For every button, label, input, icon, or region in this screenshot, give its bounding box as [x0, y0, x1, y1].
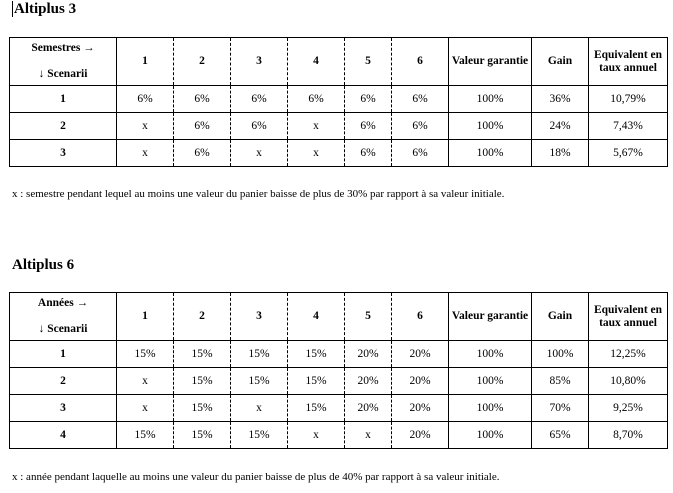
period-value-cell: 15%	[117, 341, 174, 368]
scenario-cell: 3	[10, 395, 117, 422]
period-value-cell: x	[231, 140, 288, 167]
period-value-cell: x	[117, 140, 174, 167]
equiv-cell: 8,70%	[589, 422, 668, 449]
gain-cell: 18%	[532, 140, 589, 167]
period-value-cell: 15%	[231, 341, 288, 368]
period-value-cell: 20%	[345, 368, 392, 395]
valeur-header: Valeur garantie	[449, 38, 532, 86]
period-value-cell: 6%	[345, 140, 392, 167]
header-row	[10, 293, 668, 341]
period-value-cell: 15%	[288, 368, 345, 395]
period-value-cell: 6%	[345, 113, 392, 140]
altiplus3-table	[9, 37, 668, 167]
table-row	[10, 395, 668, 422]
gain-cell: 36%	[532, 86, 589, 113]
corner-label	[10, 38, 116, 85]
gain-cell: 100%	[532, 341, 589, 368]
period-value-cell: 6%	[174, 140, 231, 167]
period-value-cell: 6%	[231, 113, 288, 140]
period-value-cell: 15%	[174, 368, 231, 395]
valeur-header: Valeur garantie	[449, 293, 532, 341]
period-value-cell: 6%	[174, 113, 231, 140]
period-value-cell: x	[117, 368, 174, 395]
period-value-cell: 15%	[174, 395, 231, 422]
scenario-cell: 3	[10, 140, 117, 167]
corner-scenario-label: ↓ Scenarii	[38, 323, 88, 335]
valeur-cell: 100%	[449, 422, 532, 449]
section1-note: x : semestre pendant lequel au moins une valeur du panier baisse de plus de 30% par rapport à sa valeur initiale.	[12, 188, 505, 200]
equiv-cell: 5,67%	[589, 140, 668, 167]
period-header: 5	[345, 38, 392, 86]
period-value-cell: 6%	[231, 86, 288, 113]
valeur-cell: 100%	[449, 395, 532, 422]
period-header: 2	[174, 293, 231, 341]
scenario-cell: 4	[10, 422, 117, 449]
period-value-cell: 6%	[392, 113, 449, 140]
period-value-cell: x	[345, 422, 392, 449]
period-header: 2	[174, 38, 231, 86]
scenario-cell: 1	[10, 86, 117, 113]
altiplus6-table	[9, 292, 668, 449]
period-value-cell: 15%	[288, 341, 345, 368]
valeur-cell: 100%	[449, 341, 532, 368]
section1-title: Altiplus 3	[14, 1, 77, 17]
table-row	[10, 140, 668, 167]
equiv-header: Equivalent en taux annuel	[589, 38, 668, 86]
equiv-cell: 7,43%	[589, 113, 668, 140]
equiv-cell: 10,79%	[589, 86, 668, 113]
corner-label	[10, 293, 116, 340]
valeur-cell: 100%	[449, 86, 532, 113]
period-value-cell: 6%	[117, 86, 174, 113]
period-value-cell: 15%	[231, 422, 288, 449]
corner-period-label: Années →	[37, 297, 89, 309]
corner-scenario-label: ↓ Scenarii	[38, 68, 88, 80]
period-value-cell: 15%	[231, 368, 288, 395]
period-value-cell: 15%	[174, 341, 231, 368]
period-header: 6	[392, 38, 449, 86]
period-value-cell: 20%	[392, 395, 449, 422]
table-row	[10, 113, 668, 140]
corner-cell	[10, 38, 117, 86]
period-value-cell: 15%	[117, 422, 174, 449]
gain-cell: 24%	[532, 113, 589, 140]
period-value-cell: 15%	[174, 422, 231, 449]
period-value-cell: 20%	[392, 368, 449, 395]
period-value-cell: 6%	[174, 86, 231, 113]
section2-title: Altiplus 6	[12, 257, 75, 273]
period-header: 4	[288, 293, 345, 341]
scenario-cell: 2	[10, 368, 117, 395]
table-row	[10, 86, 668, 113]
period-value-cell: 15%	[288, 395, 345, 422]
period-value-cell: x	[288, 422, 345, 449]
table-row	[10, 368, 668, 395]
period-value-cell: 20%	[392, 341, 449, 368]
period-value-cell: x	[117, 113, 174, 140]
period-value-cell: 20%	[345, 395, 392, 422]
scenario-cell: 1	[10, 341, 117, 368]
header-row	[10, 38, 668, 86]
gain-cell: 70%	[532, 395, 589, 422]
period-header: 1	[117, 38, 174, 86]
period-value-cell: x	[288, 113, 345, 140]
period-header: 5	[345, 293, 392, 341]
table-row	[10, 341, 668, 368]
scenario-cell: 2	[10, 113, 117, 140]
period-value-cell: 20%	[345, 341, 392, 368]
equiv-cell: 10,80%	[589, 368, 668, 395]
gain-cell: 85%	[532, 368, 589, 395]
period-value-cell: 20%	[392, 422, 449, 449]
equiv-cell: 12,25%	[589, 341, 668, 368]
section2-note: x : année pendant laquelle au moins une valeur du panier baisse de plus de 40% par rapport à sa valeur initiale.	[12, 471, 500, 483]
gain-header: Gain	[532, 293, 589, 341]
period-value-cell: x	[117, 395, 174, 422]
period-value-cell: x	[288, 140, 345, 167]
valeur-cell: 100%	[449, 368, 532, 395]
period-value-cell: 6%	[392, 140, 449, 167]
equiv-cell: 9,25%	[589, 395, 668, 422]
period-value-cell: x	[231, 395, 288, 422]
valeur-cell: 100%	[449, 140, 532, 167]
table-row	[10, 422, 668, 449]
period-header: 3	[231, 293, 288, 341]
gain-header: Gain	[532, 38, 589, 86]
equiv-header: Equivalent en taux annuel	[589, 293, 668, 341]
period-value-cell: 6%	[345, 86, 392, 113]
corner-period-label: Semestres →	[31, 42, 95, 54]
period-header: 4	[288, 38, 345, 86]
period-header: 3	[231, 38, 288, 86]
period-header: 1	[117, 293, 174, 341]
period-value-cell: 6%	[392, 86, 449, 113]
period-header: 6	[392, 293, 449, 341]
valeur-cell: 100%	[449, 113, 532, 140]
corner-cell	[10, 293, 117, 341]
gain-cell: 65%	[532, 422, 589, 449]
period-value-cell: 6%	[288, 86, 345, 113]
